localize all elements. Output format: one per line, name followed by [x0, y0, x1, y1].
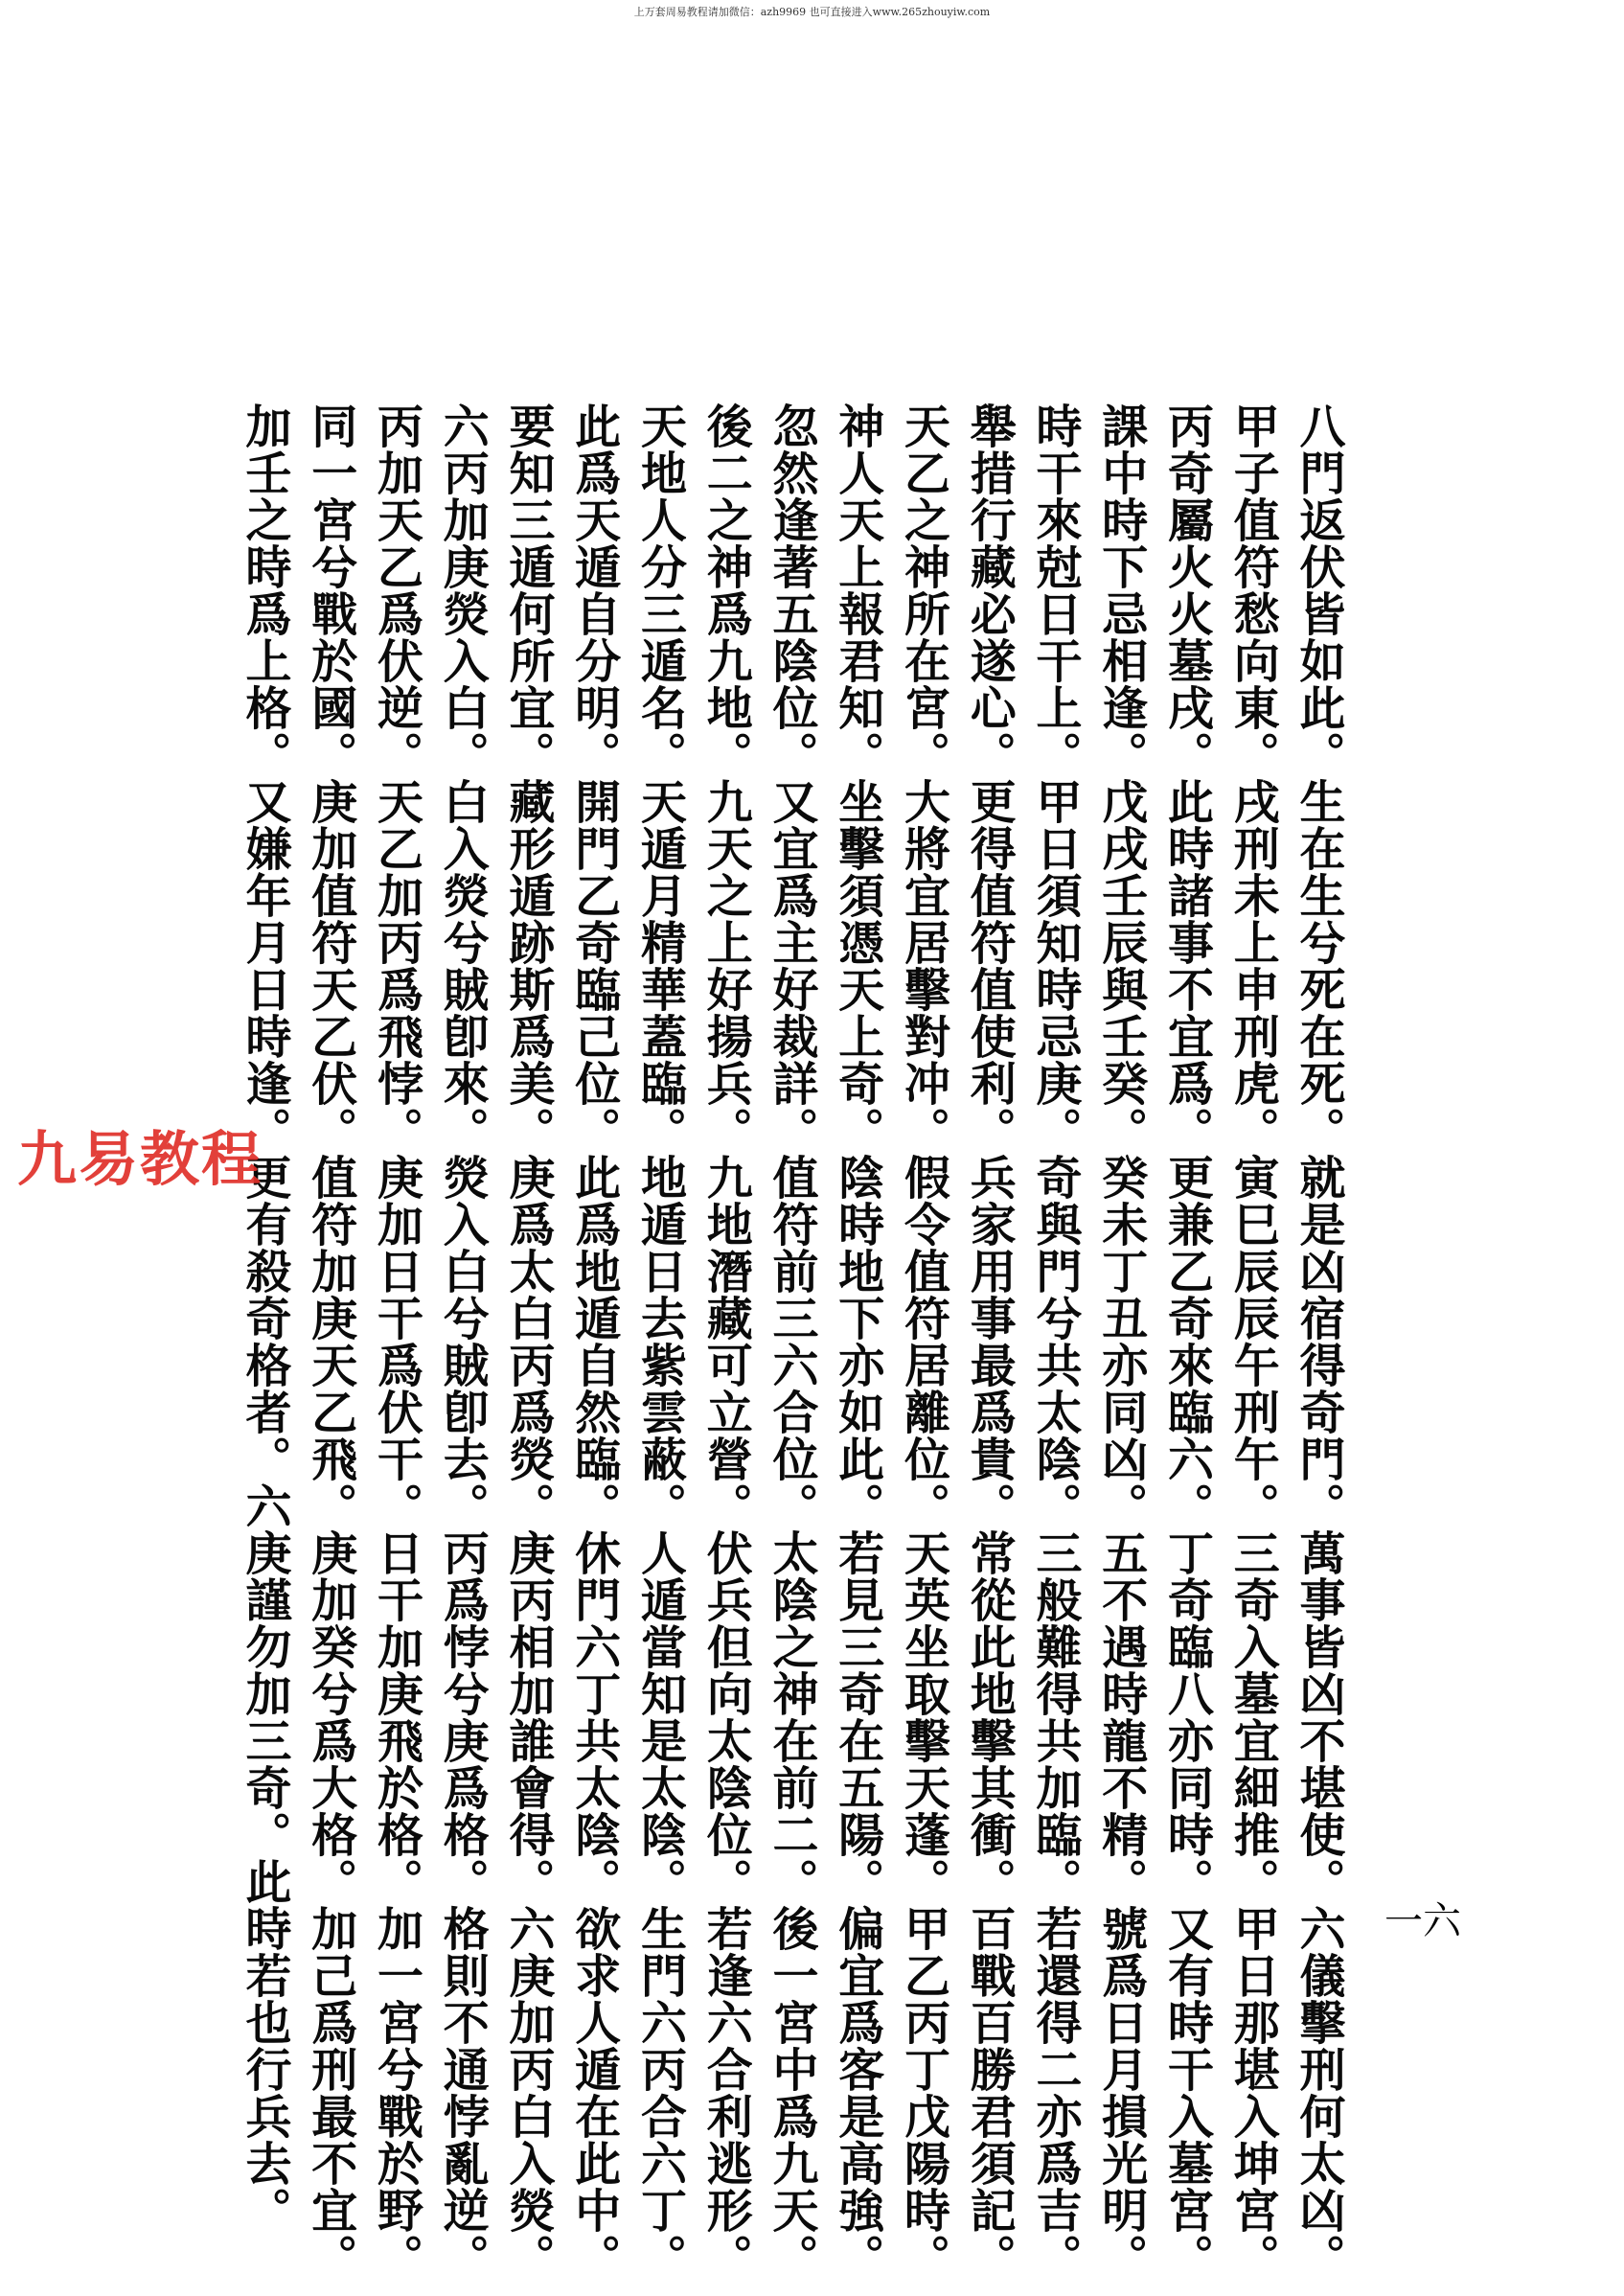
text-column: 後二之神爲九地。九天之上好揚兵。九地潛藏可立營。伏兵但向太陰位。若逢六合利逃形。 [698, 402, 753, 2281]
text-column: 天乙之神所在宮。大將宜居擊對冲。假令值符居離位。天英坐取擊天蓬。甲乙丙丁戊陽時。 [896, 402, 950, 2281]
text-column: 同一宮兮戰於國。庚加值符天乙伏。值符加庚天乙飛。庚加癸兮爲大格。加己爲刑最不宜。 [303, 402, 357, 2281]
text-column: 課中時下忌相逢。戊戌壬辰與壬癸。癸未丁丑亦同凶。五不遇時龍不精。號爲日月損光明。 [1093, 402, 1148, 2281]
text-column: 神人天上報君知。坐擊須憑天上奇。陰時地下亦如此。若見三奇在五陽。偏宜爲客是高強。 [830, 402, 884, 2281]
text-column: 此爲天遁自分明。開門乙奇臨己位。此爲地遁自然臨。休門六丁共太陰。欲求人遁在此中。 [566, 402, 621, 2281]
text-column: 要知三遁何所宜。藏形遁跡斯爲美。庚爲太白丙爲熒。庚丙相加誰會得。六庚加丙白入熒。 [501, 402, 555, 2281]
text-column: 天地人分三遁名。天遁月精華蓋臨。地遁日去紫雲蔽。人遁當知是太陰。生門六丙合六丁。 [632, 402, 687, 2281]
text-column: 六丙加庚熒入白。白入熒兮賊卽來。熒入白兮賊卽去。丙爲悖兮庚爲格。格則不通悖亂逆。 [435, 402, 490, 2281]
text-block [238, 402, 1345, 2281]
text-column: 時干來尅日干上。甲日須知時忌庚。奇與門兮共太陰。三般難得共加臨。若還得二亦爲吉。 [1028, 402, 1082, 2281]
text-column: 舉措行藏必遂心。更得值符值使利。兵家用事最爲貴。常從此地擊其衝。百戰百勝君須記。 [962, 402, 1017, 2281]
page-number: 一六 [1384, 1899, 1461, 1943]
header-note: 上万套周易教程请加微信：azh9969 也可直接进入www.265zhouyiw.com [633, 6, 991, 18]
text-column: 甲子值符愁向東。戌刑未上申刑虎。寅巳辰辰午刑午。三奇入墓宜細推。甲日那堪入坤宮。 [1225, 402, 1280, 2281]
text-column: 丙加天乙爲伏逆。天乙加丙爲飛悖。庚加日干爲伏干。日干加庚飛於格。加一宮兮戰於野。 [369, 402, 423, 2281]
text-column: 加壬之時爲上格。又嫌年月日時逢。更有殺奇格者。六庚謹勿加三奇。此時若也行兵去。 [238, 402, 291, 2234]
text-column: 忽然逢著五陰位。又宜爲主好裁詳。值符前三六合位。太陰之神在前二。後一宮中爲九天。 [765, 402, 818, 2281]
text-column: 八門返伏皆如此。生在生兮死在死。就是凶宿得奇門。萬事皆凶不堪使。六儀擊刑何太凶。 [1292, 402, 1345, 2281]
watermark-logo: 九易教程 [17, 1124, 263, 1194]
text-column: 丙奇屬火火墓戌。此時諸事不宜爲。更兼乙奇來臨六。丁奇臨八亦同時。又有時干入墓宮。 [1159, 402, 1214, 2281]
